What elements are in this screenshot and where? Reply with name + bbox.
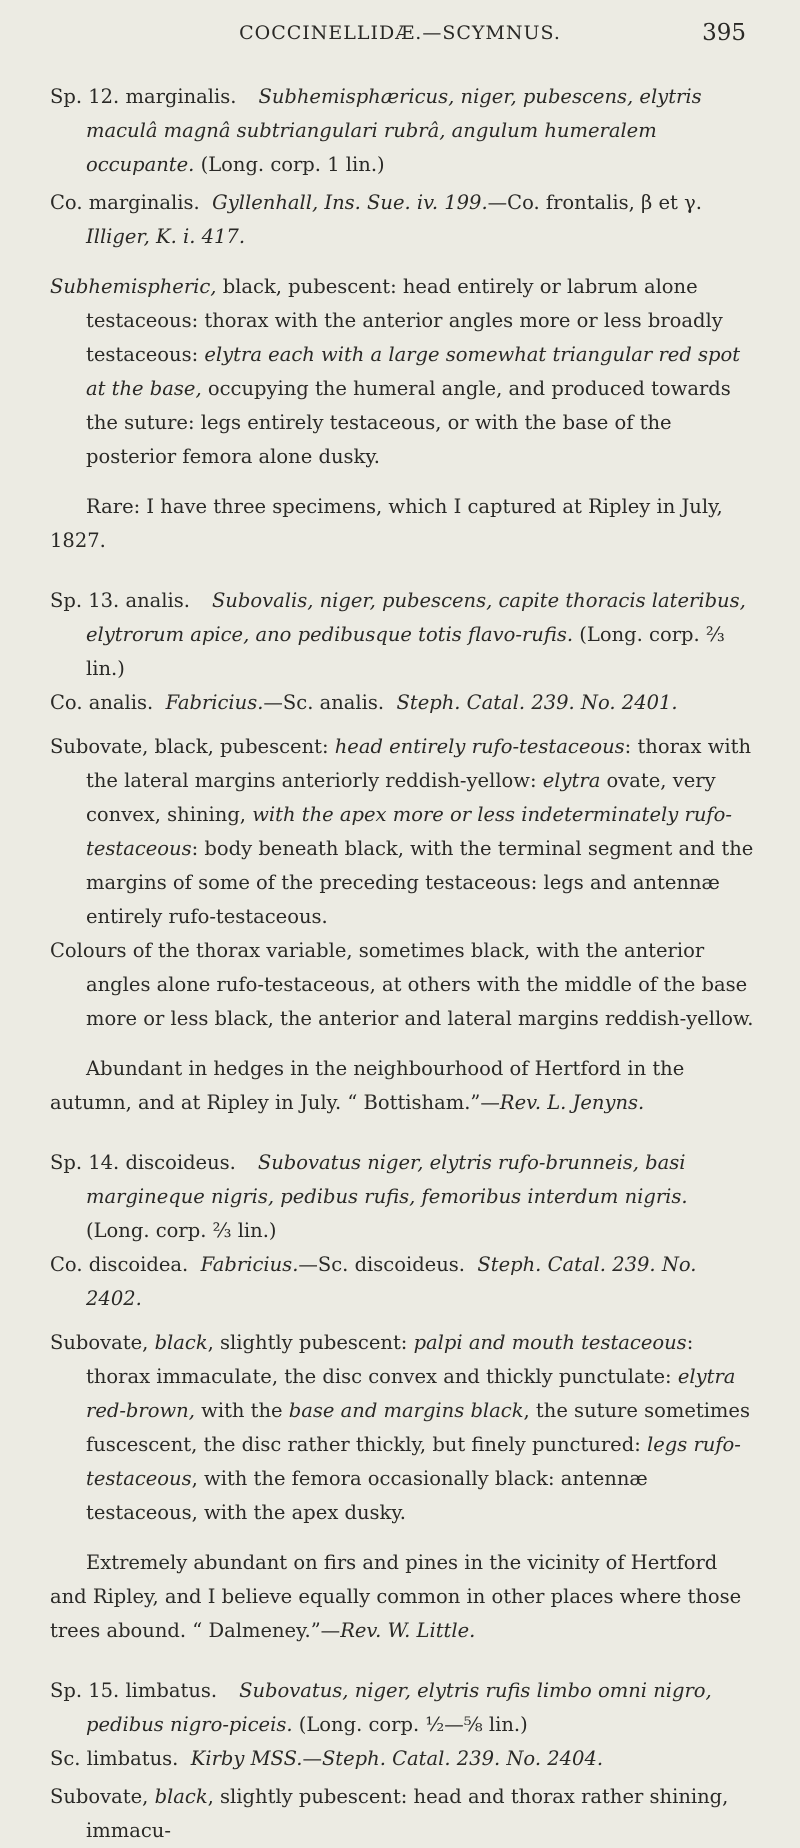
description-text: occupying the humeral angle, and produced towards the suture: legs entirely testaceous, or with the base of the posterior femora alone dusky. <box>86 377 731 468</box>
description-text: , slightly pubescent: head and thorax rather shining, immacu- <box>86 1785 729 1842</box>
species-15-description <box>50 1780 756 1848</box>
species-12-size: (Long. corp. 1 lin.) <box>200 153 385 176</box>
description-text: , with the femora occasionally black: antennæ testaceous, with the apex dusky. <box>86 1467 648 1524</box>
species-14-remark <box>50 1546 756 1648</box>
description-text: , the suture sometimes fuscescent, the disc rather thickly, but finely punctured: <box>86 1399 750 1456</box>
synonym-authority-2: Steph. Catal. 239. No. 2402. <box>86 1253 697 1310</box>
description-text: elytra each with a large somewhat triangular red spot at the base, <box>86 343 741 400</box>
synonym-rest: —Sc. analis. <box>263 691 385 714</box>
synonym-authority-2: Steph. Catal. 239. No. 2401. <box>396 691 678 714</box>
species-13-remark <box>50 1052 756 1120</box>
synonym-name: Co. marginalis. <box>50 191 200 214</box>
description-text: Subovate, <box>50 1785 155 1808</box>
remark-text: Extremely abundant on firs and pines in the vicinity of Hertford and Ripley, and I believe equally common in other places where those trees abound. <box>50 1551 742 1642</box>
species-15-synonymy <box>50 1742 756 1776</box>
synonym-authority-2: Illiger, K. i. 417. <box>86 225 246 248</box>
synonym-rest: — <box>302 1747 322 1770</box>
synonym-name: Sc. limbatus. <box>50 1747 179 1770</box>
description-text: Subovate, black, pubescent: <box>50 735 335 758</box>
species-14-synonymy <box>50 1248 756 1316</box>
page-number: 395 <box>702 20 746 46</box>
synonym-rest: —Sc. discoideus. <box>298 1253 465 1276</box>
description-text: palpi and mouth testaceous <box>413 1331 687 1354</box>
species-12-heading <box>50 80 756 182</box>
description-text: black <box>154 1785 208 1808</box>
synonym-name: Co. discoidea. <box>50 1253 189 1276</box>
species-14-size: (Long. corp. ⅔ lin.) <box>86 1219 277 1242</box>
description-text: with the apex more or less indeterminately rufo-testaceous <box>86 803 732 860</box>
page-header <box>0 22 800 52</box>
citation-author: Rev. L. Jenyns. <box>499 1091 645 1114</box>
synonym-name: Co. analis. <box>50 691 154 714</box>
description-text: elytra <box>542 769 601 792</box>
synonym-authority-2: Steph. Catal. 239. No. 2404. <box>321 1747 604 1770</box>
description-text: with the <box>194 1399 289 1422</box>
species-15-size: (Long. corp. ½—⅝ lin.) <box>298 1713 528 1736</box>
species-14-heading <box>50 1146 756 1248</box>
citation-author: Rev. W. Little. <box>340 1619 476 1642</box>
description-text: black <box>154 1331 208 1354</box>
description-text: , slightly pubescent: <box>207 1331 414 1354</box>
description-text: head entirely rufo-testaceous <box>334 735 625 758</box>
synonym-authority: Kirby MSS. <box>190 1747 303 1770</box>
running-title: COCCINELLIDÆ.—SCYMNUS. <box>239 22 561 44</box>
description-text: Subhemispheric, <box>50 275 217 298</box>
species-13-colours-note: Colours of the thorax variable, sometimes black, with the anterior angles alone rufo-testaceous, at others with the middle of the base more or less black, the anterior and lateral margins reddish-yellow. <box>50 939 754 1030</box>
description-text: base and margins black <box>288 1399 524 1422</box>
species-14-description <box>50 1326 756 1530</box>
species-12-diagnosis: Subhemisphæricus, niger, pubescens, elytris maculâ magnâ subtriangulari rubrâ, angulum humeralem occupante. <box>86 85 702 176</box>
description-text: Subovate, <box>50 1331 155 1354</box>
description-text: elytra red-brown, <box>86 1365 736 1422</box>
species-15-heading <box>50 1674 756 1742</box>
description-text: : body beneath black, with the terminal segment and the margins of some of the preceding testaceous: legs and antennæ entirely rufo-testaceous. <box>86 837 754 928</box>
species-13-description <box>50 730 756 934</box>
synonym-authority: Gyllenhall, Ins. Sue. iv. 199. <box>212 191 488 214</box>
species-12-synonymy <box>50 186 756 254</box>
description-text: : thorax with the lateral margins anteriorly reddish-yellow: <box>86 735 752 792</box>
synonym-authority: Fabricius. <box>165 691 264 714</box>
citation-text: “ Bottisham.”— <box>347 1091 500 1114</box>
species-15-diagnosis: Subovatus, niger, elytris rufis limbo omni nigro, pedibus nigro-piceis. <box>86 1679 712 1736</box>
species-13-size: (Long. corp. ⅔ lin.) <box>86 623 725 680</box>
synonym-authority: Fabricius. <box>200 1253 299 1276</box>
description-text: : thorax immaculate, the disc convex and thickly punctulate: <box>86 1331 694 1388</box>
species-12-description <box>50 270 756 474</box>
page-body <box>50 80 756 1848</box>
synonym-rest: —Co. frontalis, β et γ. <box>487 191 702 214</box>
species-13-label: Sp. 13. analis. <box>50 589 190 612</box>
description-text: ovate, very convex, shining, <box>86 769 716 826</box>
species-12-remark: Rare: I have three specimens, which I captured at Ripley in July, 1827. <box>50 495 723 552</box>
remark-text: Abundant in hedges in the neighbourhood of Hertford in the autumn, and at Ripley in July. <box>50 1057 685 1114</box>
species-15-label: Sp. 15. limbatus. <box>50 1679 218 1702</box>
species-12-label: Sp. 12. marginalis. <box>50 85 237 108</box>
species-13-heading <box>50 584 756 686</box>
species-14-diagnosis: Subovatus niger, elytris rufo-brunneis, basi margineque nigris, pedibus rufis, femoribus interdum nigris. <box>86 1151 688 1208</box>
citation-text: “ Dalmeney.”— <box>192 1619 341 1642</box>
species-13-synonymy <box>50 686 756 720</box>
description-text: legs rufo-testaceous <box>86 1433 741 1490</box>
species-13-diagnosis: Subovalis, niger, pubescens, capite thoracis lateribus, elytrorum apice, ano pedibusque totis flavo-rufis. <box>86 589 746 646</box>
description-text: black, pubescent: head entirely or labrum alone testaceous: thorax with the anterior angles more or less broadly testaceous: <box>86 275 723 366</box>
species-14-label: Sp. 14. discoideus. <box>50 1151 236 1174</box>
